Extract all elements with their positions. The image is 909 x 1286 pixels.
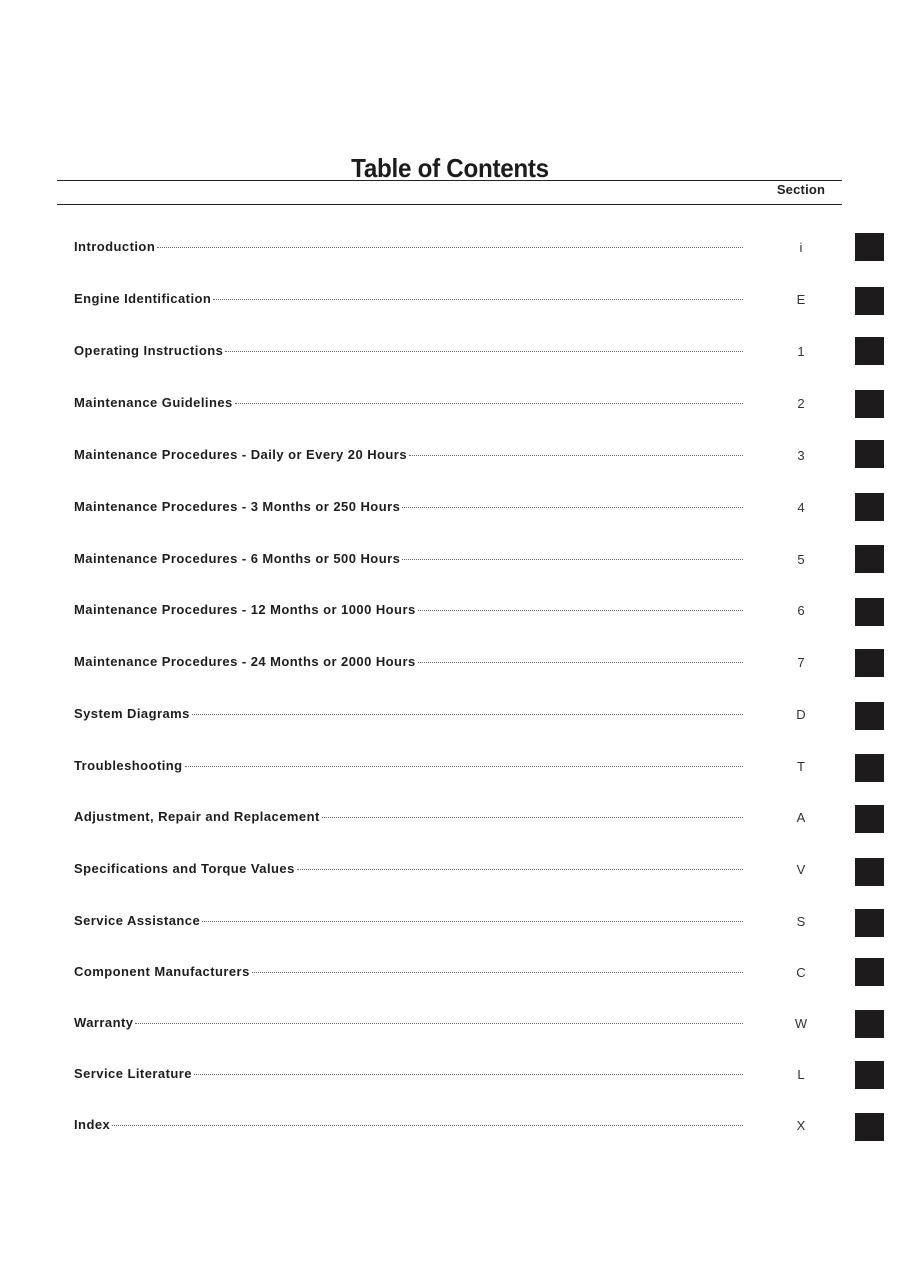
toc-label: Maintenance Guidelines xyxy=(74,395,233,410)
toc-section-id: T xyxy=(797,759,805,774)
dot-leader xyxy=(213,298,743,300)
toc-entry xyxy=(74,602,743,617)
dot-leader xyxy=(418,661,743,663)
thumb-tab-marker-icon xyxy=(855,545,884,573)
thumb-tab-marker-icon xyxy=(855,233,884,261)
toc-entry xyxy=(74,964,743,979)
toc-section-id: D xyxy=(796,707,806,722)
toc-row-component-manufacturers[interactable] xyxy=(74,964,834,984)
dot-leader xyxy=(112,1124,743,1126)
dot-leader xyxy=(252,971,743,973)
dot-leader xyxy=(235,402,743,404)
thumb-tab-marker-icon xyxy=(855,1061,884,1089)
toc-entry xyxy=(74,395,743,410)
toc-row-index[interactable] xyxy=(74,1117,834,1137)
toc-section-id: E xyxy=(796,292,806,307)
toc-row-troubleshooting[interactable] xyxy=(74,758,834,778)
toc-section-id: A xyxy=(796,810,806,825)
dot-leader xyxy=(185,765,743,767)
toc-entry xyxy=(74,239,743,254)
toc-section-id: C xyxy=(796,965,806,980)
toc-label: Specifications and Torque Values xyxy=(74,861,295,876)
toc-row-specifications[interactable] xyxy=(74,861,834,881)
toc-section-id: i xyxy=(799,240,803,255)
toc-label: Operating Instructions xyxy=(74,343,224,358)
toc-row-warranty[interactable] xyxy=(74,1015,834,1035)
dot-leader xyxy=(192,713,743,715)
toc-section-id: 2 xyxy=(797,396,805,411)
dot-leader xyxy=(194,1073,743,1075)
toc-row-maintenance-6-months[interactable] xyxy=(74,551,834,571)
toc-label: Maintenance Procedures - 3 Months or 250 Hours xyxy=(74,499,401,514)
thumb-tab-marker-icon xyxy=(855,805,884,833)
dot-leader xyxy=(322,816,743,818)
toc-row-engine-identification[interactable] xyxy=(74,291,834,311)
toc-label: Index xyxy=(74,1117,111,1132)
toc-section-id: W xyxy=(794,1016,808,1031)
toc-entry xyxy=(74,913,743,928)
toc-row-maintenance-24-months[interactable] xyxy=(74,654,834,674)
toc-label: Service Assistance xyxy=(74,913,201,928)
page-title: Table of Contents xyxy=(351,153,549,184)
thumb-tab-marker-icon xyxy=(855,1113,884,1141)
dot-leader xyxy=(157,246,743,248)
toc-label: Engine Identification xyxy=(74,291,212,306)
thumb-tab-marker-icon xyxy=(855,754,884,782)
thumb-tab-marker-icon xyxy=(855,702,884,730)
thumb-tab-marker-icon xyxy=(855,337,884,365)
toc-row-introduction[interactable] xyxy=(74,239,834,259)
thumb-tab-marker-icon xyxy=(855,440,884,468)
toc-entry xyxy=(74,809,743,824)
toc-section-id: 6 xyxy=(797,603,805,618)
toc-section-id: X xyxy=(796,1118,806,1133)
toc-entry xyxy=(74,551,743,566)
toc-section-id: 5 xyxy=(797,552,805,567)
toc-entry xyxy=(74,654,743,669)
toc-label: Maintenance Procedures - 12 Months or 1000 Hours xyxy=(74,602,416,617)
toc-row-service-assistance[interactable] xyxy=(74,913,834,933)
dot-leader xyxy=(402,506,743,508)
thumb-tab-marker-icon xyxy=(855,287,884,315)
dot-leader xyxy=(135,1022,743,1024)
dot-leader xyxy=(402,558,743,560)
toc-label: Maintenance Procedures - 24 Months or 2000 Hours xyxy=(74,654,416,669)
toc-section-id: 4 xyxy=(797,500,805,515)
thumb-tab-marker-icon xyxy=(855,1010,884,1038)
toc-row-maintenance-3-months[interactable] xyxy=(74,499,834,519)
toc-section-id: 1 xyxy=(797,344,805,359)
thumb-tab-marker-icon xyxy=(855,958,884,986)
toc-row-adjustment-repair[interactable] xyxy=(74,809,834,829)
thumb-tab-marker-icon xyxy=(855,493,884,521)
toc-row-system-diagrams[interactable] xyxy=(74,706,834,726)
dot-leader xyxy=(297,868,743,870)
toc-entry xyxy=(74,447,743,462)
toc-row-maintenance-guidelines[interactable] xyxy=(74,395,834,415)
toc-entry xyxy=(74,706,743,721)
toc-label: System Diagrams xyxy=(74,706,190,721)
toc-entry xyxy=(74,1117,743,1132)
thumb-tab-marker-icon xyxy=(855,598,884,626)
dot-leader xyxy=(418,609,743,611)
toc-label: Warranty xyxy=(74,1015,134,1030)
dot-leader xyxy=(225,350,743,352)
toc-entry xyxy=(74,1066,743,1081)
thumb-tab-marker-icon xyxy=(855,858,884,886)
toc-entry xyxy=(74,499,743,514)
toc-row-service-literature[interactable] xyxy=(74,1066,834,1086)
dot-leader xyxy=(202,920,743,922)
toc-entry xyxy=(74,1015,743,1030)
toc-row-maintenance-12-months[interactable] xyxy=(74,602,834,622)
toc-section-id: V xyxy=(796,862,806,877)
toc-row-maintenance-daily[interactable] xyxy=(74,447,834,467)
dot-leader xyxy=(409,454,743,456)
toc-section-id: S xyxy=(796,914,806,929)
toc-entry xyxy=(74,861,743,876)
thumb-tab-marker-icon xyxy=(855,649,884,677)
toc-entry xyxy=(74,291,743,306)
toc-section-id: L xyxy=(797,1067,805,1082)
toc-label: Maintenance Procedures - Daily or Every 20 Hours xyxy=(74,447,407,462)
section-column-header: Section xyxy=(776,182,826,197)
thumb-tab-marker-icon xyxy=(855,390,884,418)
toc-label: Adjustment, Repair and Replacement xyxy=(74,809,320,824)
toc-label: Maintenance Procedures - 6 Months or 500 Hours xyxy=(74,551,401,566)
toc-label: Component Manufacturers xyxy=(74,964,250,979)
toc-row-operating-instructions[interactable] xyxy=(74,343,834,363)
thumb-tab-marker-icon xyxy=(855,909,884,937)
toc-entry xyxy=(74,758,743,773)
toc-label: Introduction xyxy=(74,239,156,254)
toc-entry xyxy=(74,343,743,358)
toc-section-id: 3 xyxy=(797,448,805,463)
toc-section-id: 7 xyxy=(797,655,805,670)
toc-label: Troubleshooting xyxy=(74,758,183,773)
toc-label: Service Literature xyxy=(74,1066,192,1081)
